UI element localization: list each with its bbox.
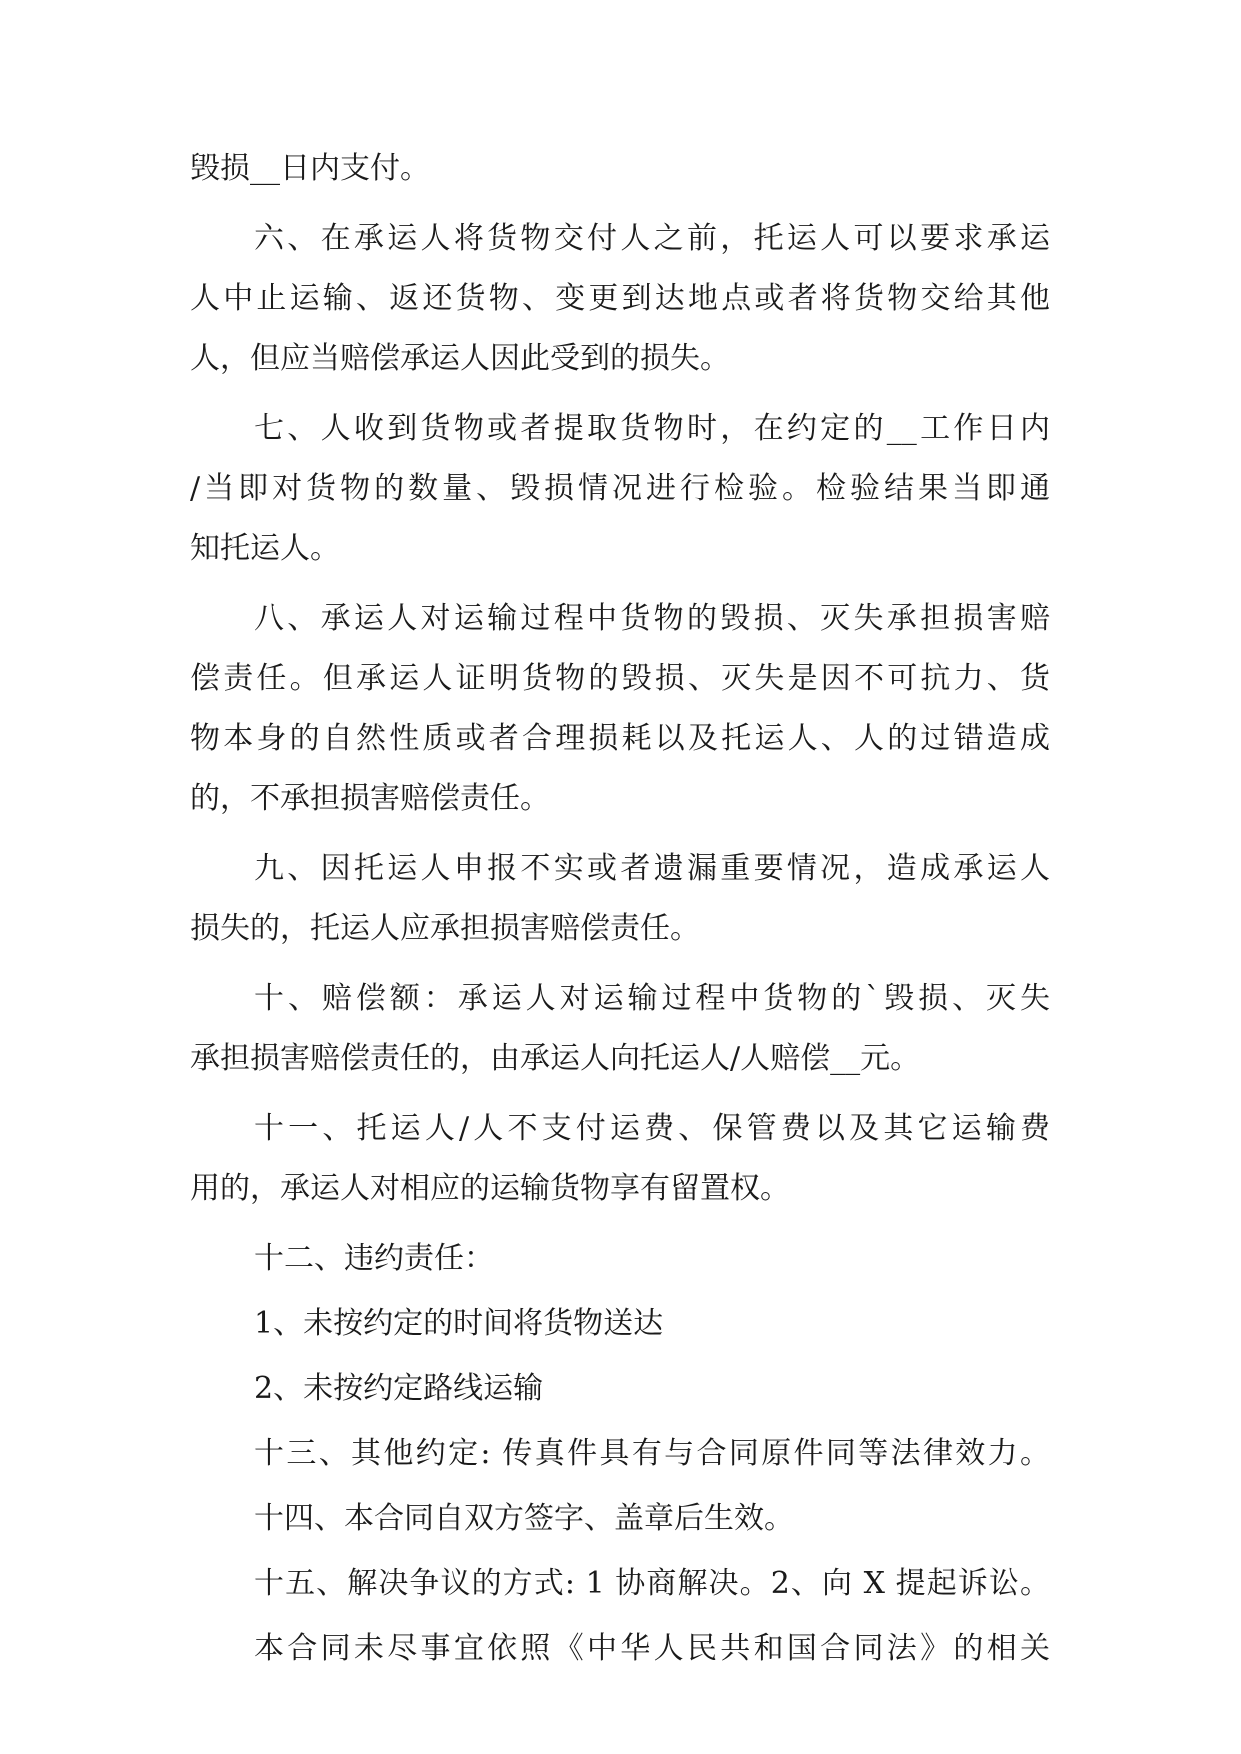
text-line-1: 毁损__日内支付。 bbox=[190, 151, 430, 186]
text-line-19: 1、未按约定的时间将货物送达 bbox=[254, 1306, 664, 1341]
text-line-14: 十、赔偿额：承运人对运输过程中货物的`毁损、灭失 bbox=[254, 981, 1050, 1016]
text-line-7: 知托运人。 bbox=[190, 531, 340, 566]
text-line-9: 偿责任。但承运人证明货物的毁损、灭失是因不可抗力、货 bbox=[190, 661, 1050, 696]
text-line-23: 十五、解决争议的方式: 1 协商解决。2、向 X 提起诉讼。 bbox=[254, 1566, 1050, 1601]
text-line-22: 十四、本合同自双方签字、盖章后生效。 bbox=[254, 1501, 794, 1536]
text-line-4: 人，但应当赔偿承运人因此受到的损失。 bbox=[190, 341, 730, 376]
text-line-20: 2、未按约定路线运输 bbox=[254, 1371, 544, 1406]
text-line-16: 十一、托运人/人不支付运费、保管费以及其它运输费 bbox=[254, 1111, 1050, 1146]
text-line-3: 人中止运输、返还货物、变更到达地点或者将货物交给其他 bbox=[190, 281, 1050, 316]
text-line-12: 九、因托运人申报不实或者遗漏重要情况，造成承运人 bbox=[254, 851, 1050, 886]
text-line-10: 物本身的自然性质或者合理损耗以及托运人、人的过错造成 bbox=[190, 721, 1050, 756]
text-line-11: 的，不承担损害赔偿责任。 bbox=[190, 781, 550, 816]
text-line-18: 十二、违约责任： bbox=[254, 1241, 494, 1276]
text-line-5: 七、人收到货物或者提取货物时，在约定的__工作日内 bbox=[254, 411, 1050, 446]
text-line-24: 本合同未尽事宜依照《中华人民共和国合同法》的相关 bbox=[254, 1631, 1050, 1666]
text-line-15: 承担损害赔偿责任的，由承运人向托运人/人赔偿__元。 bbox=[190, 1041, 921, 1076]
text-line-21: 十三、其他约定: 传真件具有与合同原件同等法律效力。 bbox=[254, 1436, 1050, 1471]
text-line-2: 六、在承运人将货物交付人之前，托运人可以要求承运 bbox=[254, 221, 1050, 256]
text-line-6: /当即对货物的数量、毁损情况进行检验。检验结果当即通 bbox=[190, 471, 1050, 506]
text-line-8: 八、承运人对运输过程中货物的毁损、灭失承担损害赔 bbox=[254, 601, 1050, 636]
text-line-13: 损失的，托运人应承担损害赔偿责任。 bbox=[190, 911, 700, 946]
text-line-17: 用的，承运人对相应的运输货物享有留置权。 bbox=[190, 1171, 790, 1206]
